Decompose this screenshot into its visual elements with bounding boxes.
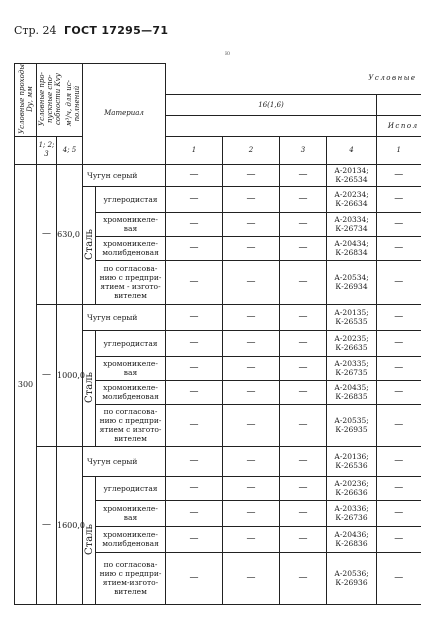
kv-dash: — bbox=[37, 446, 57, 604]
steel-label: Сталь bbox=[83, 186, 96, 304]
header-ispol: Испол bbox=[377, 116, 421, 137]
header-material: Материал bbox=[83, 64, 166, 165]
gost-title: ГОСТ 17295—71 bbox=[64, 24, 169, 37]
dn-value: 300 bbox=[15, 164, 37, 604]
code-cell: А-20334; К-26734 bbox=[327, 212, 377, 236]
material-cell: углеродистая bbox=[96, 186, 166, 212]
material-cell: по согласова- нию с предпри- ятием - изгото- вителем bbox=[96, 260, 166, 304]
subnum-a: 1; 2; 3 bbox=[37, 136, 57, 164]
material-cell: Чугун серый bbox=[83, 304, 166, 330]
code-cell: А-20536; К-26936 bbox=[327, 552, 377, 604]
material-cell: хромоникеле- вая bbox=[96, 212, 166, 236]
steel-label: Сталь bbox=[83, 476, 96, 604]
material-cell: по согласова- нию с предпри- ятием с изгото- вителем bbox=[96, 404, 166, 446]
material-cell: Чугун серый bbox=[83, 446, 166, 476]
code-cell: А-20436; К-26836 bbox=[327, 526, 377, 552]
subnum-blank bbox=[15, 136, 37, 164]
code-cell: А-20234; К-26634 bbox=[327, 186, 377, 212]
code-cell: А-20435; К-26835 bbox=[327, 380, 377, 404]
kv-value: 1000,0 bbox=[57, 304, 83, 446]
material-cell: углеродистая bbox=[96, 476, 166, 500]
code-cell: А-20535; К-26935 bbox=[327, 404, 377, 446]
code-cell: А-20434; К-26834 bbox=[327, 236, 377, 260]
steel-label: Сталь bbox=[83, 330, 96, 446]
col-num-4: 4 bbox=[327, 136, 377, 164]
header-kv: Условные про- пускные спо- собности Kvу м³/ч, для ис- полнений bbox=[37, 64, 83, 137]
kv-dash: — bbox=[37, 164, 57, 304]
header-dn: Условные проходы Dу, мм bbox=[15, 64, 37, 137]
material-cell: хромоникеле- молибденовая bbox=[96, 236, 166, 260]
kv-dash: — bbox=[37, 304, 57, 446]
material-cell: по согласова- нию с предпри- ятием-изгото- вителем bbox=[96, 552, 166, 604]
header-conditional: Условные bbox=[166, 64, 421, 95]
material-cell: хромоникеле- молибденовая bbox=[96, 526, 166, 552]
header-pressure: 16(1,6) bbox=[166, 95, 377, 116]
material-cell: углеродистая bbox=[96, 330, 166, 356]
code-cell: А-20236; К-26636 bbox=[327, 476, 377, 500]
code-cell: А-20135; К-26535 bbox=[327, 304, 377, 330]
page-mark: ю bbox=[225, 50, 231, 57]
col-num-1: 1 bbox=[166, 136, 223, 164]
code-cell: А-20235; К-26635 bbox=[327, 330, 377, 356]
page-header bbox=[14, 24, 168, 37]
kv-value: 630,0 bbox=[57, 164, 83, 304]
code-cell: А-20335; К-26735 bbox=[327, 356, 377, 380]
material-cell: хромоникеле- вая bbox=[96, 500, 166, 526]
col-num-5: 1 bbox=[377, 136, 421, 164]
code-cell: А-20134; К-26534 bbox=[327, 164, 377, 186]
material-cell: Чугун серый bbox=[83, 164, 166, 186]
code-cell: А-20534; К-26934 bbox=[327, 260, 377, 304]
material-cell: хромоникеле- вая bbox=[96, 356, 166, 380]
spec-table: Условные проходы Dу, мм Условные про- пускные спо- собности Kvу м³/ч, для ис- полнений Материал Условные 16(1,6) Испол 1; 2; 3 4; 5 1 2 3 4 1 300 — 630,0 Чугун серый — — — А-20134; К-26534 — Сталь углеродистая — — — А-20234; К-26634 — хромоникеле- вая — — — А-20334; К-26734 — хромоникеле- молибденовая — — — А-20434; К-26834 — по согласова- нию с предпри- ятием - изгото- вителем — — — А-20534; К-26934 — — 1000,0 Чугун серый — — — А-20135; К-26535 — Сталь углеродистая — — — А-20235; К-26635 — хромоникеле- вая — — — А-20335; К-26735 — хромоникеле- молибденовая — — — А-20435; К-26835 — по согласова- нию с предпри- ятием с изгото- вителем — — — А-20535; К-26935 — — 1600,0 Чугун серый — — — А-20136; К-26536 — Сталь углеродистая — — — А-20236; К-26636 — хромоникеле- вая — — — А-20336; К-26736 — хромоникеле- молибденовая — — — А-20436; К-26836 — по согласова- нию с предпри- ятием-изгото- вителем — — — А-20536; К-26936 — bbox=[14, 63, 421, 605]
subnum-b: 4; 5 bbox=[57, 136, 83, 164]
col-num-3: 3 bbox=[280, 136, 327, 164]
kv-value: 1600,0 bbox=[57, 446, 83, 604]
code-cell: А-20136; К-26536 bbox=[327, 446, 377, 476]
page-number: Стр. 24 bbox=[14, 24, 57, 37]
col-num-2: 2 bbox=[223, 136, 280, 164]
material-cell: хромоникеле- молибденовая bbox=[96, 380, 166, 404]
code-cell: А-20336; К-26736 bbox=[327, 500, 377, 526]
